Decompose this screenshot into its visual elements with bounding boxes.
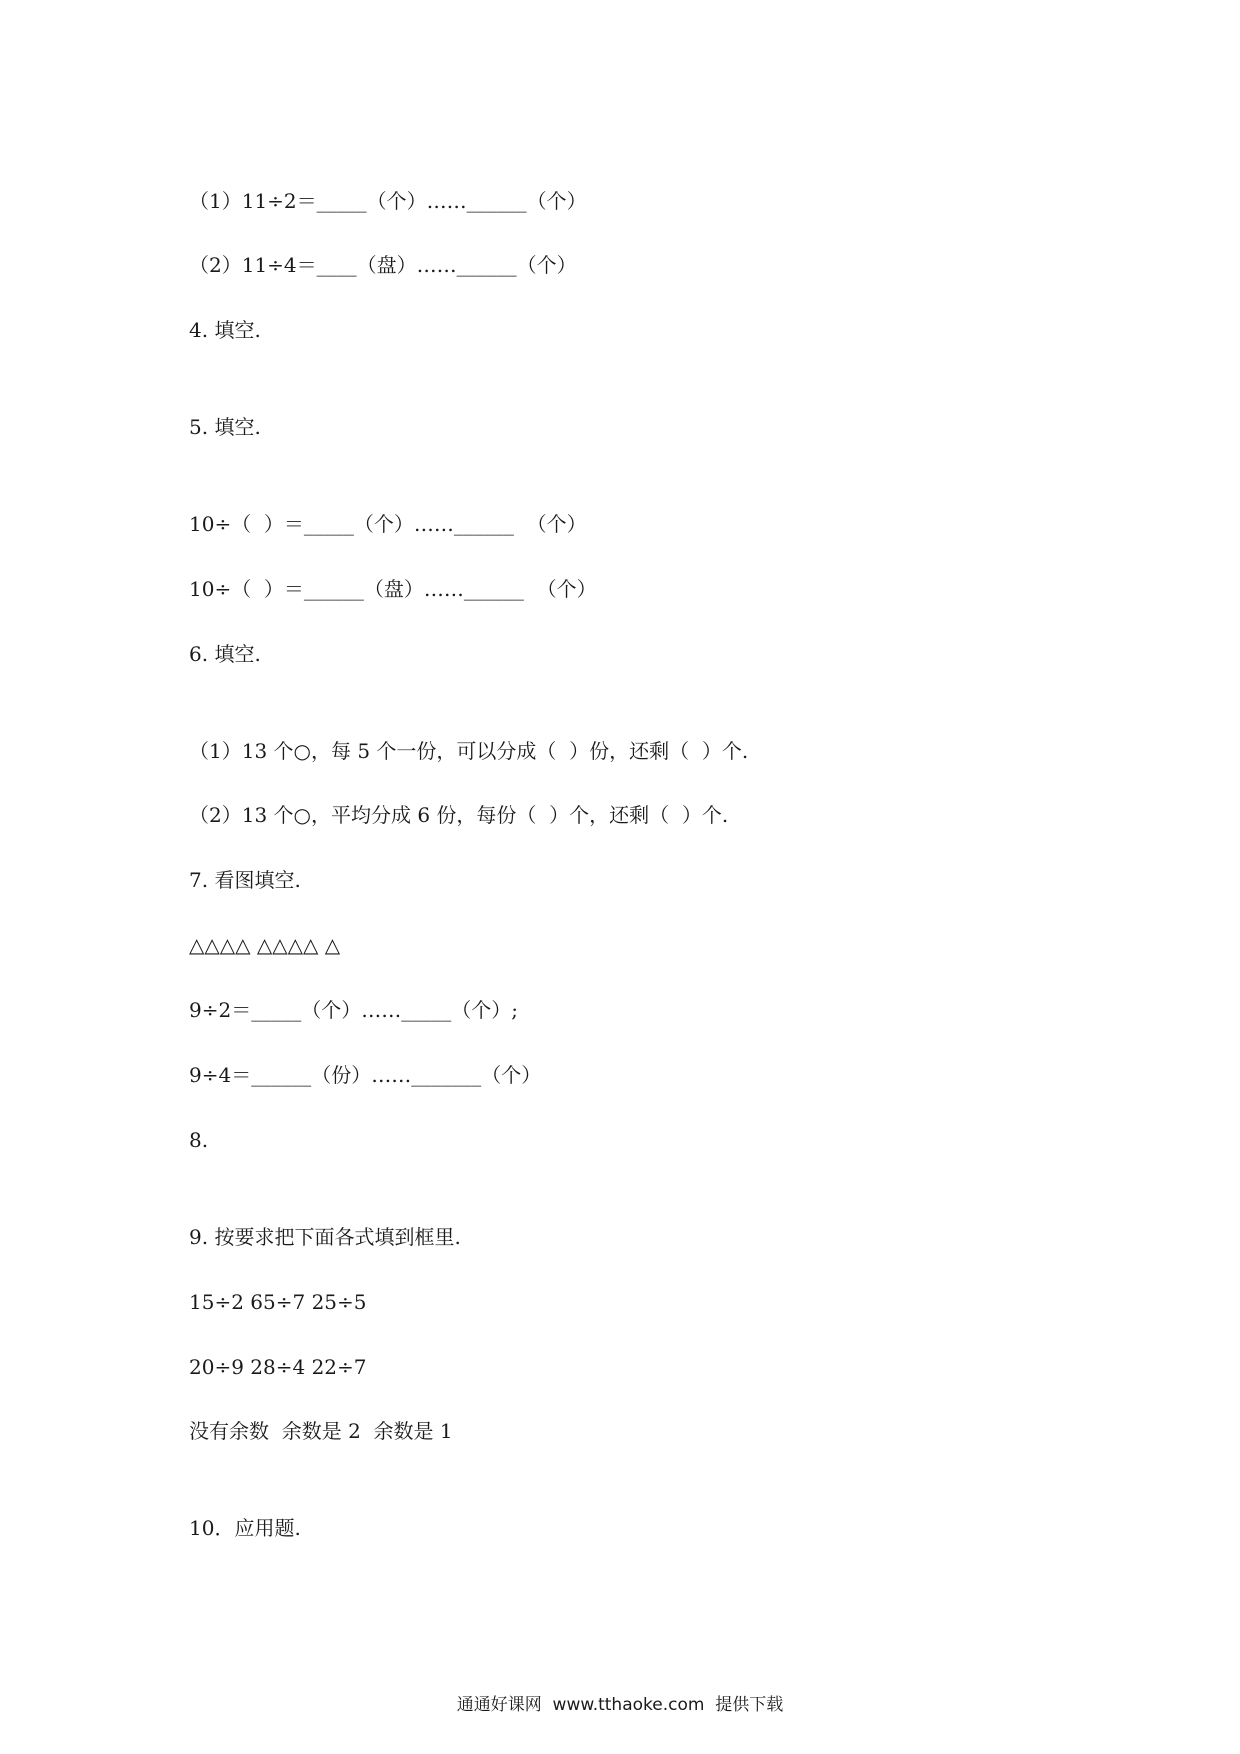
question-3-part-1: （1）11÷2＝_____（个）……______（个） [189, 189, 587, 213]
question-5-line-1: 10÷（ ）＝_____（个）……______ （个） [189, 512, 587, 536]
question-7-line-1: 9÷2＝_____（个）……_____（个）; [189, 998, 518, 1022]
question-4-heading: 4. 填空. [189, 318, 261, 342]
question-6-part-1: （1）13 个○，每 5 个一份，可以分成（ ）份，还剩（ ）个. [189, 739, 749, 763]
page-footer: 通通好课网 www.tthaoke.com 提供下载 [456, 1695, 784, 1715]
question-5-line-2: 10÷（ ）＝______（盘）……______ （个） [189, 577, 597, 601]
question-6-heading: 6. 填空. [189, 642, 261, 666]
question-9-categories: 没有余数 余数是 2 余数是 1 [189, 1419, 453, 1443]
question-7-heading: 7. 看图填空. [189, 868, 301, 892]
triangle-figure: △△△△ △△△△ △ [189, 933, 341, 957]
question-3-part-2: （2）11÷4＝____（盘）……______（个） [189, 253, 577, 277]
question-5-heading: 5. 填空. [189, 415, 261, 439]
question-7-line-2: 9÷4＝______（份）……_______（个） [189, 1063, 542, 1087]
question-9-expressions-1: 15÷2 65÷7 25÷5 [189, 1290, 367, 1314]
question-10-heading: 10．应用题. [189, 1516, 301, 1540]
question-8-heading: 8. [189, 1128, 209, 1152]
question-9-heading: 9. 按要求把下面各式填到框里. [189, 1225, 461, 1249]
question-6-part-2: （2）13 个○，平均分成 6 份，每份（ ）个，还剩（ ）个. [189, 803, 729, 827]
question-9-expressions-2: 20÷9 28÷4 22÷7 [189, 1355, 367, 1379]
